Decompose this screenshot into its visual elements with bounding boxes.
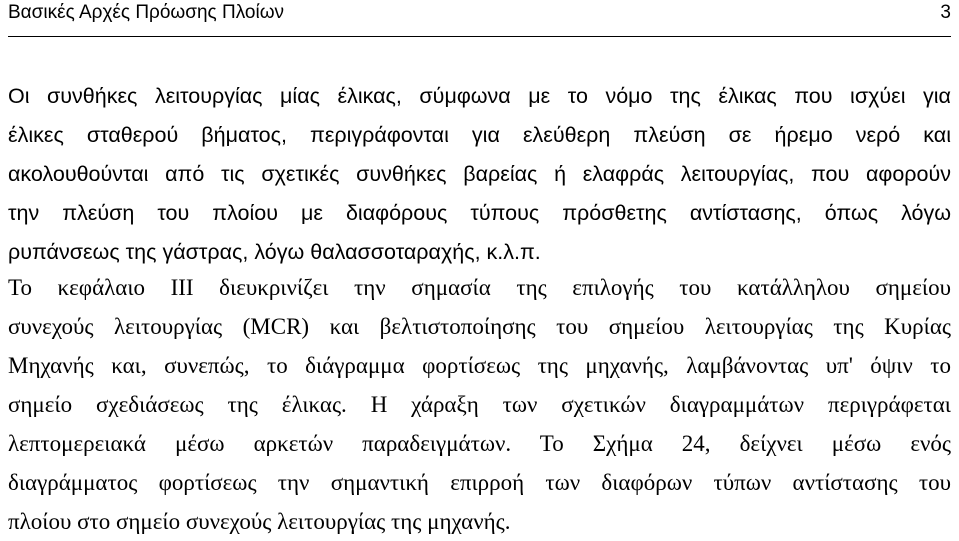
paragraph-line: ακολουθούνται από τις σχετικές συνθήκες βαρείας ή ελαφράς λειτουργίας, που αφορούν [8,162,951,186]
page-header [8,0,951,37]
paragraph-line: συνεχούς λειτουργίας (MCR) και βελτιστοποίησης του σημείου λειτουργίας της Κυρίας [8,314,951,339]
paragraph-line: την πλεύση του πλοίου με διαφόρους τύπους πρόσθετης αντίστασης, όπως λόγω [8,201,951,225]
paragraph-line: Μηχανής και, συνεπώς, το διάγραμμα φορτίσεως της μηχανής, λαμβάνοντας υπ' όψιν το [8,353,951,378]
paragraph-line: έλικες σταθερού βήματος, περιγράφονται για ελεύθερη πλεύση σε ήρεμο νερό και [8,123,951,147]
page-number: 3 [940,2,951,23]
paragraph-line: ρυπάνσεως της γάστρας, λόγω θαλασσοταραχής, κ.λ.π. [8,240,541,264]
paragraph-line: σημείο σχεδιάσεως της έλικας. Η χάραξη των σχετικών διαγραμμάτων περιγράφεται [8,392,951,417]
paragraph-line: πλοίου στο σημείο συνεχούς λειτουργίας της μηχανής. [8,509,511,534]
paragraph-line: Το κεφάλαιο ΙΙΙ διευκρινίζει την σημασία της επιλογής του κατάλληλου σημείου [8,275,951,300]
paragraph-1 [8,77,951,272]
paragraph-line: διαγράμματος φορτίσεως την σημαντική επιρροή των διαφόρων τύπων αντίστασης του [8,470,951,495]
paragraph-2 [8,268,951,541]
header-title: Βασικές Αρχές Πρόωσης Πλοίων [8,2,285,23]
paragraph-line: λεπτομερειακά μέσω αρκετών παραδειγμάτων. Το Σχήμα 24, δείχνει μέσω ενός [8,431,951,456]
paragraph-line: Οι συνθήκες λειτουργίας μίας έλικας, σύμφωνα με το νόμο της έλικας που ισχύει για [8,84,951,108]
